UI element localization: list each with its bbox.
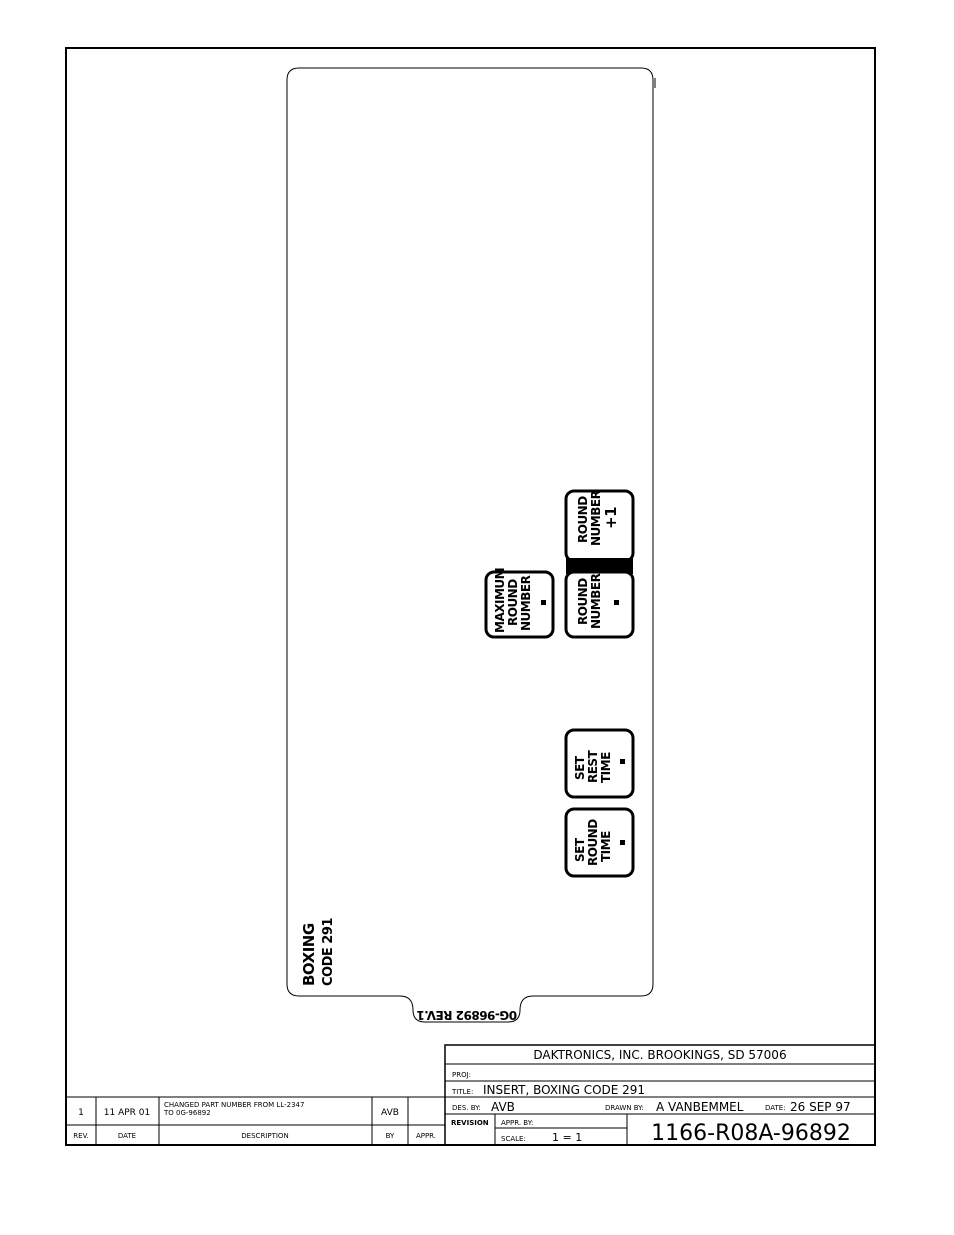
header-rev: REV.	[73, 1132, 89, 1140]
key-label-line1: SET	[573, 756, 587, 780]
title-block	[445, 1045, 875, 1146]
drawn-by-label: DRAWN BY:	[605, 1104, 644, 1112]
key-set-round-time[interactable]	[566, 809, 633, 876]
key-label-line2: ROUND	[506, 579, 520, 626]
table-header	[73, 1132, 436, 1140]
header-date: DATE	[117, 1132, 137, 1140]
drawn-by-value: A VANBEMMEL	[656, 1100, 744, 1114]
insert-title-line2: CODE 291	[321, 918, 336, 986]
by-cell: AVB	[381, 1108, 399, 1118]
key-maximum-round-number[interactable]	[486, 568, 553, 637]
key-label-line1: SET	[573, 838, 587, 862]
title-value: INSERT, BOXING CODE 291	[483, 1083, 646, 1097]
revision-table	[66, 1097, 445, 1145]
key-label-line1: MAXIMUM	[493, 567, 507, 633]
key-label-line1: ROUND	[576, 496, 590, 543]
proj-label: PROJ:	[452, 1071, 472, 1079]
key-label-line3: +1	[602, 506, 620, 529]
description-cell-line1: CHANGED PART NUMBER FROM LL-2347	[164, 1101, 305, 1109]
scale-label: SCALE:	[501, 1135, 526, 1143]
insert-title	[300, 918, 336, 986]
table-row	[78, 1101, 399, 1118]
key-label-line1: ROUND	[576, 578, 590, 625]
appr-by-label: APPR. BY:	[501, 1119, 534, 1127]
date-value: 26 SEP 97	[790, 1100, 851, 1114]
key-label-line2: ROUND	[586, 819, 600, 866]
header-by: BY	[385, 1132, 395, 1140]
key-round-number-plus1[interactable]	[566, 490, 633, 561]
revision-label: REVISION	[451, 1119, 489, 1127]
sheet-border	[66, 48, 875, 1145]
key-indicator-dot	[620, 759, 625, 764]
key-label-line2: NUMBER	[589, 490, 603, 546]
scale-value: 1 = 1	[552, 1131, 583, 1144]
key-indicator-dot	[620, 840, 625, 845]
tab-part-label: 0G-96892 REV.1	[416, 1008, 518, 1022]
description-cell-line2: TO 0G-96892	[164, 1109, 211, 1117]
header-appr: APPR.	[415, 1132, 437, 1140]
date-label: DATE:	[765, 1104, 786, 1112]
header-description: DESCRIPTION	[241, 1132, 289, 1140]
key-set-rest-time[interactable]	[566, 730, 633, 797]
key-round-number[interactable]	[566, 572, 633, 637]
key-label-line2: REST	[586, 750, 600, 783]
insert-title-line1: BOXING	[300, 923, 318, 986]
key-label-line3: NUMBER	[519, 575, 533, 631]
key-label-line2: NUMBER	[589, 573, 603, 629]
company-name: DAKTRONICS, INC. BROOKINGS, SD 57006	[533, 1048, 787, 1062]
key-label-line3: TIME	[599, 752, 613, 783]
drawing-number: 1166-R08A-96892	[651, 1121, 851, 1146]
key-indicator-dot	[614, 600, 619, 605]
title-label: TITLE:	[452, 1088, 474, 1096]
date-cell: 11 APR 01	[103, 1108, 151, 1118]
des-by-label: DES. BY:	[452, 1104, 481, 1112]
des-by-value: AVB	[491, 1100, 515, 1114]
key-indicator-dot	[541, 600, 546, 605]
key-label-line3: TIME	[599, 831, 613, 862]
rev-cell: 1	[78, 1108, 84, 1118]
